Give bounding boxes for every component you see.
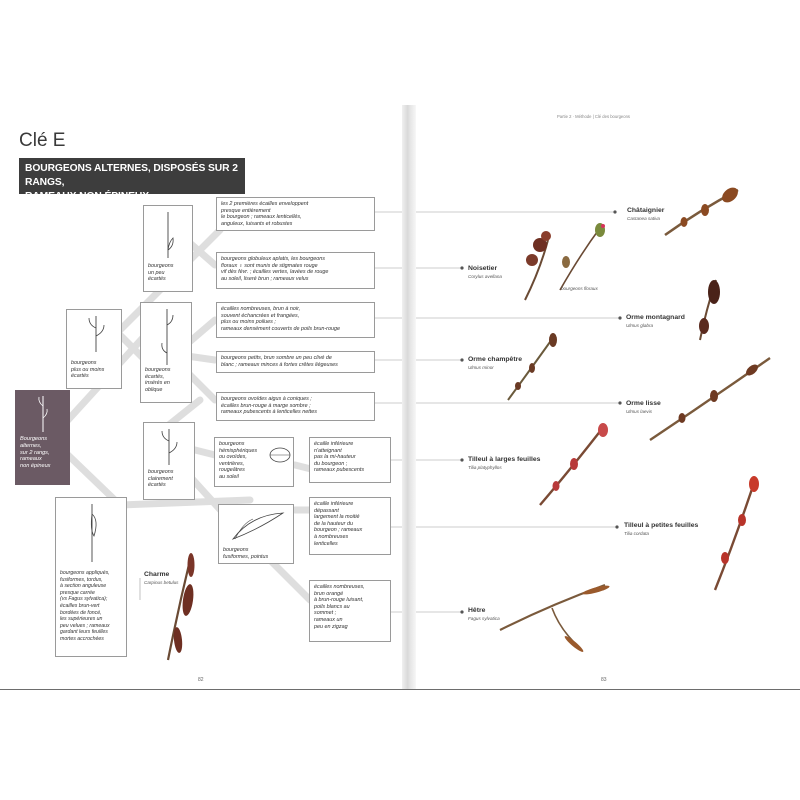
banner-line-2: RAMEAUX NON ÉPINEUX: [25, 191, 149, 202]
twig-hetre: [500, 584, 610, 654]
page-number-left: 82: [198, 677, 204, 683]
desc-box-orme-lisse: bourgeons ovoïdes aigus à coniques ; écailles brun-rouge à marge sombre ; rameaux pubescents à lenticelles nettes: [216, 392, 375, 421]
species-orme-montagnard-latin: Ulmus glabra: [626, 323, 654, 328]
species-noisetier-latin: Corylus avellana: [468, 274, 502, 279]
species-chataignier: Châtaignier: [627, 207, 665, 214]
species-orme-champetre-latin: Ulmus minor: [468, 365, 494, 370]
species-tilleul-petites: Tilleul à petites feuilles: [624, 522, 699, 529]
species-orme-montagnard: Orme montagnard: [626, 314, 685, 321]
desc-box-hetre: écailles nombreuses, brun orangé à brun-rouge luisant, poils blancs au sommet ; rameaux un peu en zigzag: [309, 580, 391, 642]
species-charme: Charme: [144, 571, 170, 578]
root-caption: Bourgeons alternes, sur 2 rangs, rameaux non épineux: [20, 436, 51, 470]
twig-charme: [168, 553, 195, 660]
species-charme-latin: Carpinus betulus: [144, 580, 179, 585]
species-hetre: Hêtre: [468, 607, 486, 614]
species-tilleul-petites-latin: Tilia cordata: [624, 531, 649, 536]
species-orme-champetre: Orme champêtre: [468, 356, 523, 363]
panel-caption: bourgeons fusiformes, pointus: [223, 547, 269, 560]
desc-box-chataignier: les 2 premières écailles enveloppent presque entièrement le bourgeon ; rameaux lenticellés, anguleux, luisants et robustes: [216, 197, 375, 231]
panel-caption: bourgeons hémisphériques ou ovoïdes, ventrières, rougeâtres au soleil: [219, 441, 258, 480]
panel-caption: bourgeons écartés, insérés en oblique: [145, 367, 171, 393]
page-number-right: 83: [601, 677, 607, 683]
twig-tilleul-petites: [715, 476, 759, 590]
species-tilleul-larges-latin: Tilia platyphyllos: [468, 465, 502, 470]
species-chataignier-latin: Castanea sativa: [627, 216, 660, 221]
species-noisetier-sub: bourgeons floraux: [561, 286, 598, 291]
twig-orme-champetre: [508, 333, 557, 400]
banner-line-1: BOURGEONS ALTERNES, DISPOSÉS SUR 2 RANGS,: [25, 163, 238, 188]
desc-box-orme-montagnard: écailles nombreuses, brun à noir, souvent échancrées et frangées, plus ou moins poilues ; rameaux densément couverts de poils brun-rouge: [216, 302, 375, 338]
twig-orme-lisse: [650, 358, 770, 440]
panel-caption: bourgeons un peu écartés: [148, 263, 174, 283]
species-hetre-latin: Fagus sylvatica: [468, 616, 500, 621]
panel-caption: bourgeons appliqués, fusiformes, tordus, à section anguleuse presque carrée (vs Fagus sylvatica); écailles brun-vert bordées de foncé, les supérieures un peu velues ; rameaux gardant leurs feuilles mortes accrochées: [60, 570, 110, 642]
desc-box-noisetier: bourgeons globuleux aplatis, les bourgeons floraux ♀ sont munis de stigmates rouge vif dès févr. ; écailles vertes, lavées de rouge au soleil, liseré brun ; rameaux velus: [216, 252, 375, 289]
panel-caption: bourgeons clairement écartés: [148, 469, 174, 489]
desc-box-tilleul-petites: écaille inférieure dépassant largement la moitié de la hauteur du bourgeon ; rameaux à nombreuses lenticelles: [309, 497, 391, 555]
desc-box-orme-champetre: bourgeons petits, brun sombre un peu clivé de blanc ; rameaux minces à fortes crêtes liégeuses: [216, 351, 375, 373]
species-noisetier: Noisetier: [468, 265, 498, 272]
species-tilleul-larges: Tilleul à larges feuilles: [468, 456, 541, 463]
running-header: Partie 2 · Méthode | Clé des bourgeons: [556, 114, 630, 119]
species-orme-lisse: Orme lisse: [626, 400, 661, 407]
key-title: Clé E: [19, 130, 66, 151]
desc-box-tilleul-larges: écaille inférieure n'atteignant pas la mi-hauteur du bourgeon ; rameaux pubescents: [309, 437, 391, 483]
species-orme-lisse-latin: Ulmus laevis: [626, 409, 653, 414]
twig-tilleul-larges: [540, 423, 608, 505]
panel-caption: bourgeons plus ou moins écartés: [71, 360, 105, 380]
twig-chataignier: [665, 185, 741, 235]
twig-orme-montagnard: [699, 280, 720, 340]
